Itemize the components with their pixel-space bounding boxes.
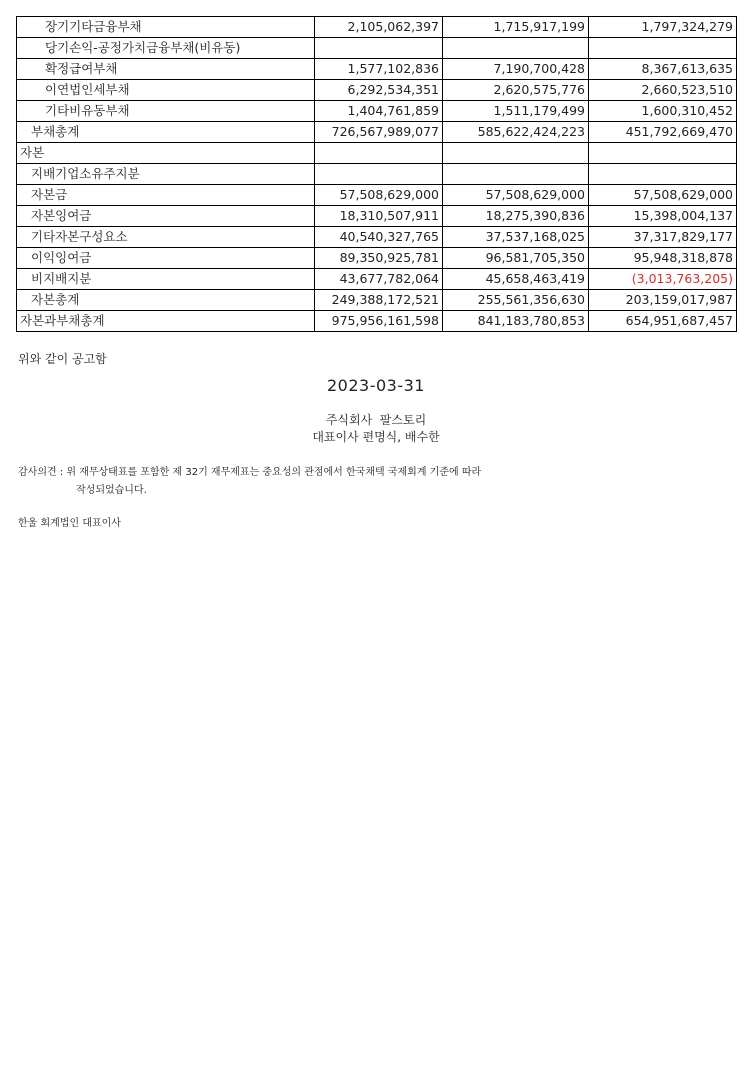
value-cell-period-2: 255,561,356,630	[443, 290, 589, 311]
value-cell-period-3	[589, 143, 737, 164]
value-cell-period-3: 15,398,004,137	[589, 206, 737, 227]
value-cell-period-3: 203,159,017,987	[589, 290, 737, 311]
auditor-name: 한울 회계법인 대표이사	[18, 518, 121, 529]
row-label: 자본금	[17, 185, 315, 206]
table-row	[17, 143, 737, 164]
row-label: 이익잉여금	[17, 248, 315, 269]
table-row	[17, 227, 737, 248]
value-cell-period-2: 1,511,179,499	[443, 101, 589, 122]
table-row	[17, 80, 737, 101]
table-row	[17, 17, 737, 38]
value-cell-period-2: 37,537,168,025	[443, 227, 589, 248]
value-cell-period-2: 841,183,780,853	[443, 311, 589, 332]
table-row	[17, 122, 737, 143]
value-cell-period-1: 6,292,534,351	[315, 80, 443, 101]
value-cell-period-2: 45,658,463,419	[443, 269, 589, 290]
value-cell-period-1	[315, 164, 443, 185]
table-row	[17, 101, 737, 122]
row-label: 기타비유동부채	[17, 101, 315, 122]
value-cell-period-1: 89,350,925,781	[315, 248, 443, 269]
row-label: 자본과부채총계	[17, 311, 315, 332]
value-cell-period-1: 2,105,062,397	[315, 17, 443, 38]
value-cell-period-1: 1,577,102,836	[315, 59, 443, 80]
value-cell-period-2	[443, 143, 589, 164]
ceo-names: 대표이사 편명식, 배수한	[312, 430, 440, 444]
table-row	[17, 248, 737, 269]
table-row	[17, 164, 737, 185]
value-cell-period-3: 8,367,613,635	[589, 59, 737, 80]
value-cell-period-2: 18,275,390,836	[443, 206, 589, 227]
row-label: 당기손익-공정가치금융부채(비유동)	[17, 38, 315, 59]
value-cell-period-1	[315, 143, 443, 164]
row-label: 자본	[17, 143, 315, 164]
value-cell-period-3: 654,951,687,457	[589, 311, 737, 332]
value-cell-period-2: 2,620,575,776	[443, 80, 589, 101]
value-cell-period-1: 57,508,629,000	[315, 185, 443, 206]
value-cell-period-2	[443, 38, 589, 59]
value-cell-period-1: 975,956,161,598	[315, 311, 443, 332]
value-cell-period-2: 96,581,705,350	[443, 248, 589, 269]
notice-text: 위와 같이 공고함	[18, 352, 107, 366]
row-label: 이연법인세부채	[17, 80, 315, 101]
table-row	[17, 38, 737, 59]
value-cell-period-2	[443, 164, 589, 185]
value-cell-period-3: 95,948,318,878	[589, 248, 737, 269]
row-label: 부채총계	[17, 122, 315, 143]
audit-opinion-line1: 감사의견 : 위 재무상태표를 포함한 제 32기 재무제표는 중요성의 관점에서 한국채택 국제회계 기준에 따라	[18, 467, 482, 478]
value-cell-period-1: 43,677,782,064	[315, 269, 443, 290]
value-cell-period-3	[589, 38, 737, 59]
value-cell-period-3: 1,797,324,279	[589, 17, 737, 38]
table-row	[17, 311, 737, 332]
table-row	[17, 206, 737, 227]
audit-opinion-line2: 작성되었습니다.	[76, 485, 147, 496]
row-label: 지배기업소유주지분	[17, 164, 315, 185]
value-cell-period-1: 726,567,989,077	[315, 122, 443, 143]
row-label: 장기기타금융부채	[17, 17, 315, 38]
value-cell-period-3: 37,317,829,177	[589, 227, 737, 248]
row-label: 자본잉여금	[17, 206, 315, 227]
row-label: 비지배지분	[17, 269, 315, 290]
value-cell-period-1: 1,404,761,859	[315, 101, 443, 122]
value-cell-period-1	[315, 38, 443, 59]
table-row	[17, 185, 737, 206]
value-cell-period-1: 40,540,327,765	[315, 227, 443, 248]
table-row	[17, 269, 737, 290]
table-row	[17, 59, 737, 80]
value-cell-period-3: 451,792,669,470	[589, 122, 737, 143]
company-name: 주식회사 팔스토리	[325, 413, 427, 427]
balance-sheet-table	[16, 16, 737, 332]
value-cell-period-3: 57,508,629,000	[589, 185, 737, 206]
announcement-date: 2023-03-31	[327, 376, 425, 395]
row-label: 기타자본구성요소	[17, 227, 315, 248]
audit-opinion	[18, 464, 718, 500]
value-cell-period-3: 2,660,523,510	[589, 80, 737, 101]
value-cell-period-1: 249,388,172,521	[315, 290, 443, 311]
value-cell-period-2: 57,508,629,000	[443, 185, 589, 206]
value-cell-period-1: 18,310,507,911	[315, 206, 443, 227]
value-cell-period-2: 585,622,424,223	[443, 122, 589, 143]
value-cell-period-3: (3,013,763,205)	[589, 269, 737, 290]
value-cell-period-3: 1,600,310,452	[589, 101, 737, 122]
value-cell-period-2: 1,715,917,199	[443, 17, 589, 38]
row-label: 자본총계	[17, 290, 315, 311]
table-row	[17, 290, 737, 311]
row-label: 확정급여부채	[17, 59, 315, 80]
value-cell-period-2: 7,190,700,428	[443, 59, 589, 80]
value-cell-period-3	[589, 164, 737, 185]
